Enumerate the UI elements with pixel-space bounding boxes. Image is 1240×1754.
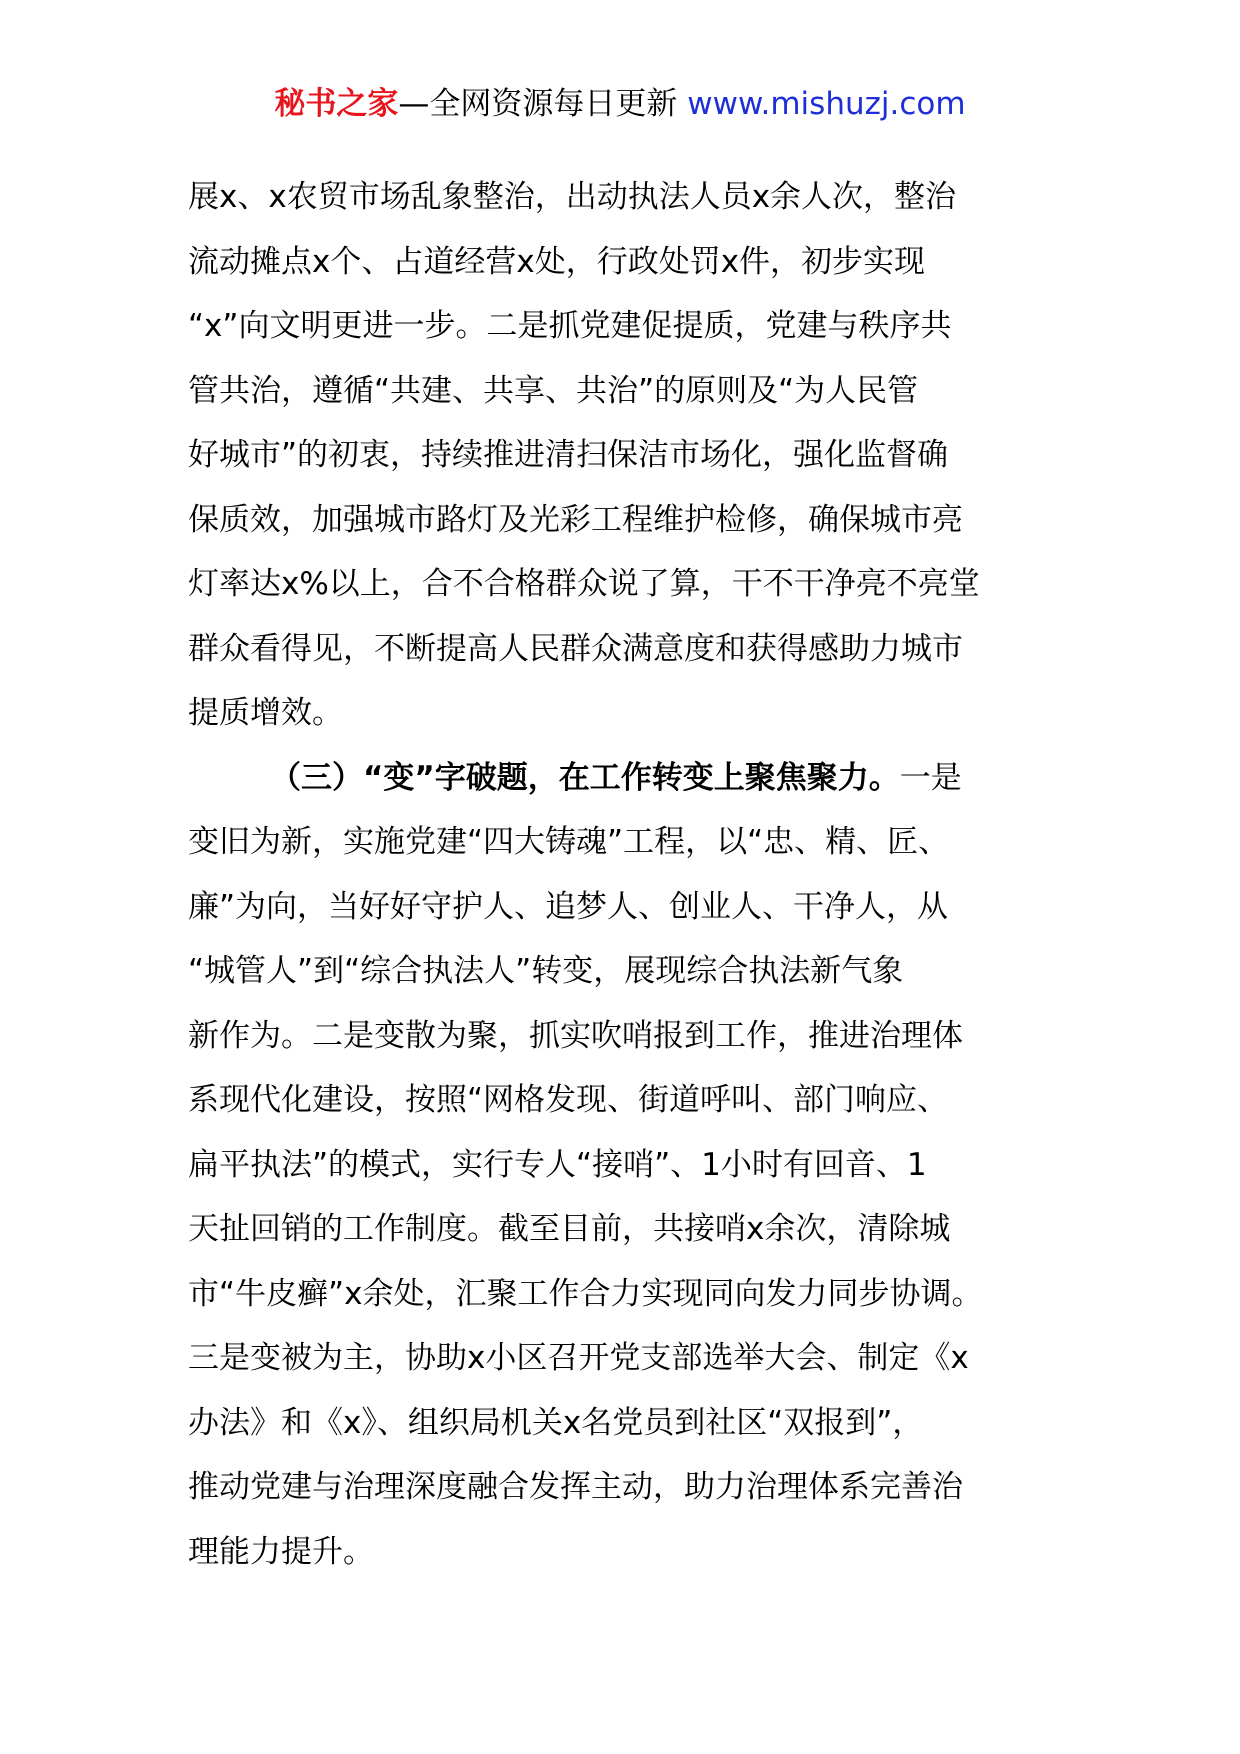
page-header [0,84,1240,124]
text-line: 系现代化建设，按照“网格发现、街道呼叫、部门响应、 [188,1082,949,1118]
text-line: “x”向文明更进一步。二是抓党建促提质，党建与秩序共 [188,308,952,344]
text-line: 流动摊点x个、占道经营x处，行政处罚x件，初步实现 [188,243,926,280]
text-line: 办法》和《x》、组织局机关x名党员到社区“双报到”， [188,1404,924,1441]
document-body [188,165,1088,1584]
section-3-first-line [188,746,1088,811]
section-3-heading: （三）“变”字破题，在工作转变上聚焦聚力。 [270,759,900,796]
text-line: 市“牛皮癣”x余处，汇聚工作合力实现同向发力同步协调。 [188,1275,983,1312]
text-line: 理能力提升。 [188,1533,374,1570]
text-line: 保质效，加强城市路灯及光彩工程维护检修，确保城市亮 [188,501,963,538]
text-line: 灯率达x%以上，合不合格群众说了算，干不干净亮不亮堂 [188,566,980,602]
text-line: 扁平执法”的模式，实行专人“接哨”、1小时有回音、1 [188,1146,927,1183]
text-line: 推动党建与治理深度融合发挥主动，助力治理体系完善治 [188,1469,963,1505]
text-line: 天扯回销的工作制度。截至目前，共接哨x余次，清除城 [188,1211,951,1247]
text-line: 提质增效。 [188,695,343,731]
text-line: 好城市”的初衷，持续推进清扫保洁市场化，强化监督确 [188,437,949,473]
section-3-first-line-rest: 一是 [899,759,962,796]
text-line: 展x、x农贸市场乱象整治，出动执法人员x余人次，整治 [188,179,957,215]
text-line: 管共治，遵循“共建、共享、共治”的原则及“为人民管 [188,372,919,409]
text-line: 三是变被为主，协助x小区召开党支部选举大会、制定《x [188,1340,969,1376]
site-brand: 秘书之家 [274,86,399,122]
text-line: 廉”为向，当好好守护人、追梦人、创业人、干净人，从 [188,888,949,925]
site-url-link[interactable]: www.mishuzj.com [687,86,966,122]
text-line: “城管人”到“综合执法人”转变，展现综合执法新气象 [188,953,904,989]
site-tagline: —全网资源每日更新 [398,86,678,122]
text-line: 群众看得见，不断提高人民群众满意度和获得感助力城市 [188,630,963,667]
text-line: 变旧为新，实施党建“四大铸魂”工程，以“忠、精、匠、 [188,824,950,860]
text-line: 新作为。二是变散为聚，抓实吹哨报到工作，推进治理体 [188,1017,963,1054]
